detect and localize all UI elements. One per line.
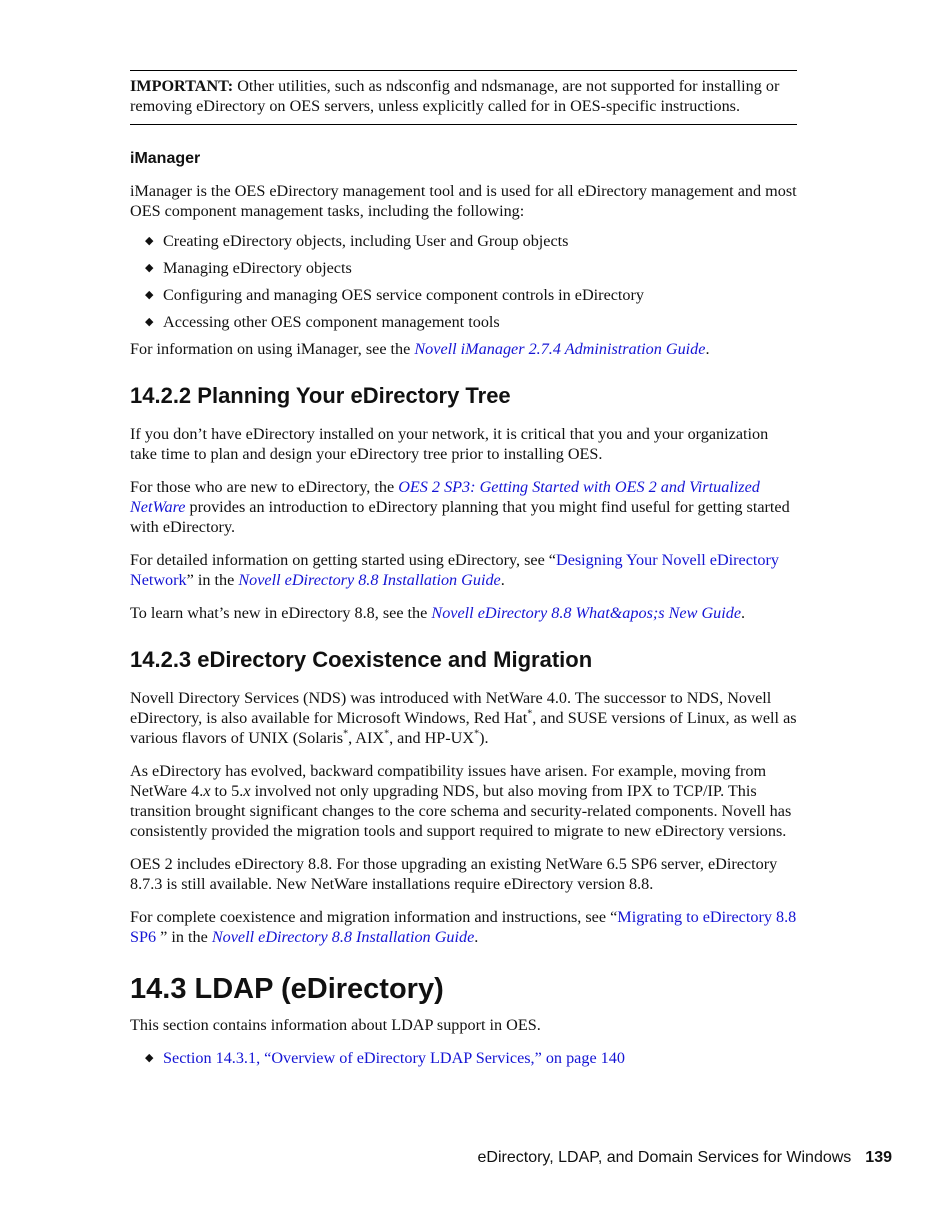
list-item: ◆ Configuring and managing OES service component controls in eDirectory <box>145 286 645 304</box>
section-14-2-3-heading: 14.2.3 eDirectory Coexistence and Migration <box>130 647 593 672</box>
bullet-icon: ◆ <box>145 235 154 247</box>
ldap-list <box>130 1048 797 1068</box>
page-footer <box>478 1149 892 1167</box>
imanager-guide-link[interactable]: Novell iManager 2.7.4 Administration Guide <box>414 340 706 358</box>
planning-p2: For those who are new to eDirectory, the OES 2 SP3: Getting Started with OES 2 and Virtualized NetWare provides an introduction to eDirectory planning that you might find useful for getting started with eDirectory. <box>130 478 790 536</box>
coexistence-p2: As eDirectory has evolved, backward compatibility issues have arisen. For example, moving from NetWare 4.x to 5.x involved not only upgrading NDS, but also moving from IPX to TCP/IP. This transition brought significant changes to the core schema and security-related components. Novell has consistently provided the migration tools and support required to migrate to new eDirectory versions. <box>130 762 792 840</box>
ldap-intro: This section contains information about LDAP support in OES. <box>130 1016 541 1034</box>
important-note <box>130 70 797 125</box>
list-item <box>130 1048 797 1068</box>
bullet-icon: ◆ <box>145 1052 154 1064</box>
imanager-info: For information on using iManager, see the Novell iManager 2.7.4 Administration Guide. <box>130 340 710 358</box>
list-item: ◆ Accessing other OES component management tools <box>145 313 500 331</box>
section-14-2-2-heading: 14.2.2 Planning Your eDirectory Tree <box>130 383 511 408</box>
whats-new-link[interactable]: Novell eDirectory 8.8 What&apos;s New Guide <box>431 604 741 622</box>
migrating-link[interactable]: Migrating to eDirectory 8.8 SP6 <box>130 908 797 946</box>
planning-p4: To learn what’s new in eDirectory 8.8, see the Novell eDirectory 8.8 What&apos;s New Guide. <box>130 604 746 622</box>
imanager-intro: iManager is the OES eDirectory management tool and is used for all eDirectory management and most OES component management tasks, including the following: <box>130 182 797 220</box>
bullet-icon: ◆ <box>145 316 154 328</box>
imanager-heading: iManager <box>130 150 201 167</box>
important-text: Other utilities, such as ndsconfig and ndsmanage, are not supported for installing or removing eDirectory on OES servers, unless explicitly called for in OES-specific instructions. <box>130 77 780 115</box>
planning-p3: For detailed information on getting started using eDirectory, see “Designing Your Novell eDirectory Network” in the Novell eDirectory 8.8 Installation Guide. <box>130 551 779 589</box>
getting-started-link[interactable]: OES 2 SP3: Getting Started with OES 2 and Virtualized NetWare <box>130 478 760 516</box>
installation-guide-link-2[interactable]: Novell eDirectory 8.8 Installation Guide <box>211 928 475 946</box>
section-14-3-heading: 14.3 LDAP (eDirectory) <box>130 973 444 1005</box>
planning-p1: If you don’t have eDirectory installed on your network, it is critical that you and your organization take time to plan and design your eDirectory tree prior to installing OES. <box>130 425 769 463</box>
page-body <box>130 70 797 1075</box>
coexistence-p3: OES 2 includes eDirectory 8.8. For those upgrading an existing NetWare 6.5 SP6 server, eDirectory 8.7.3 is still available. New NetWare installations require eDirectory version 8.8. <box>130 855 778 893</box>
list-item: ◆ Managing eDirectory objects <box>145 259 352 277</box>
page-number: 139 <box>865 1149 892 1166</box>
footer-title: eDirectory, LDAP, and Domain Services for Windows <box>477 1149 852 1166</box>
imanager-list <box>130 231 797 332</box>
section-14-3-1-link[interactable]: Section 14.3.1, “Overview of eDirectory LDAP Services,” on page 140 <box>163 1049 625 1067</box>
coexistence-p1: Novell Directory Services (NDS) was introduced with NetWare 4.0. The successor to NDS, Novell eDirectory, is also available for Microsoft Windows, Red Hat*, and SUSE versions of Linux, as well as various flavors of UNIX (Solaris*, AIX*, and HP-UX*). <box>130 689 797 747</box>
list-item: ◆ Creating eDirectory objects, including User and Group objects <box>145 232 569 250</box>
bullet-icon: ◆ <box>145 262 154 274</box>
coexistence-p4: For complete coexistence and migration information and instructions, see “Migrating to eDirectory 8.8 SP6 ” in the Novell eDirectory 8.8 Installation Guide. <box>130 908 797 946</box>
bullet-icon: ◆ <box>145 289 154 301</box>
important-label: IMPORTANT: <box>130 77 234 95</box>
installation-guide-link[interactable]: Novell eDirectory 8.8 Installation Guide <box>238 571 501 589</box>
designing-network-link[interactable]: Designing Your Novell eDirectory Network <box>130 551 779 589</box>
